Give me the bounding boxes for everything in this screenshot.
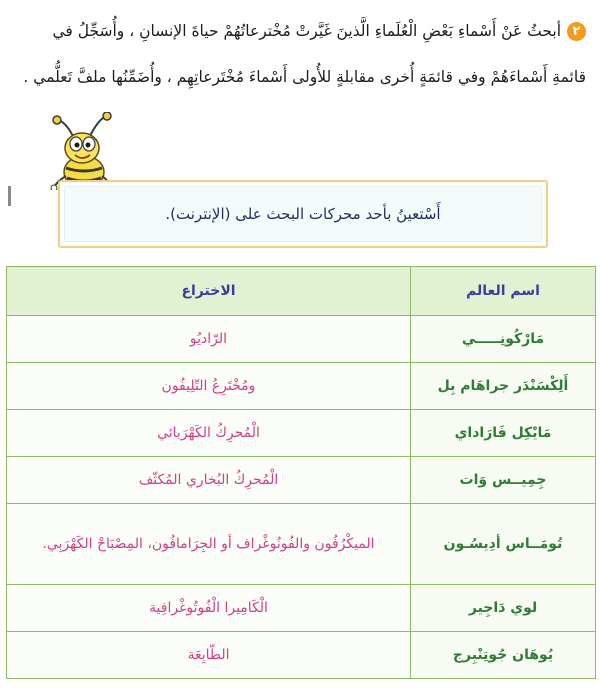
table-row <box>7 316 596 363</box>
invention-cell: الْمُحرِكُ الكَهْرَبائي <box>7 410 411 457</box>
scientist-cell: مَارْكُونِـــــي <box>411 316 596 363</box>
scientist-cell: جِمِيــس وَات <box>411 457 596 504</box>
scientist-cell: يُوهَان جُوتِنْبِرج <box>411 632 596 679</box>
invention-cell: الطّابِعَة <box>7 632 411 679</box>
scientist-cell: لوي دَاجِير <box>411 585 596 632</box>
table-row <box>7 585 596 632</box>
hint-text: أَسْتعينُ بأحد محركات البحث على (الإنترنت). <box>165 205 441 223</box>
bee-mascot-icon <box>44 112 124 190</box>
inventions-table <box>6 266 596 679</box>
scientist-cell: أَلِكْسَنْدَر جراهَام بِل <box>411 363 596 410</box>
table-row <box>7 632 596 679</box>
invention-cell: الْكَامِيرا الْفُوتُوغْرافِية <box>7 585 411 632</box>
scientist-cell: تُومَــاس أدِيسُـون <box>411 504 596 585</box>
invention-cell: الرّاديُو <box>7 316 411 363</box>
header-scientist-name: اسم العالم <box>411 267 596 316</box>
table-row <box>7 410 596 457</box>
activity-instruction <box>14 8 586 100</box>
invention-cell: ومُخْتَرِعُ التّلِيفُون <box>7 363 411 410</box>
margin-marker <box>8 186 11 206</box>
table-header-row <box>7 267 596 316</box>
activity-instruction-text: أبحثُ عَنْ أَسْماءِ بَعْضِ الْعُلَماءِ الَّذينَ غَيَّرتْ مُخْترعاتُهُمْ حياةَ الإنسانِ ، وأُسَجِّلُ في قائمةِ أَسْماءَهُمْ وفي قائمَةٍ أُخرى مقابلةٍ للأُولى أَسْماءَ مُخْتَرعاتِهِم ، وأُضَمِّنُها ملفَّ تَعلُّمي . <box>23 22 586 86</box>
activity-number-badge: ٢ <box>567 22 586 41</box>
header-invention: الاختراع <box>7 267 411 316</box>
table-row <box>7 457 596 504</box>
scientist-cell: مَايْكِل فَارَاداي <box>411 410 596 457</box>
table-row <box>7 504 596 585</box>
table-row <box>7 363 596 410</box>
invention-cell: الميكْرُفُون والفُونُوغْراف أو الجِرَامافُون، المِصْبَاحْ الكَهْرَبِي. <box>7 504 411 585</box>
hint-box <box>58 180 548 248</box>
invention-cell: الْمُحرِكُ البُخاري المُكثّف <box>7 457 411 504</box>
